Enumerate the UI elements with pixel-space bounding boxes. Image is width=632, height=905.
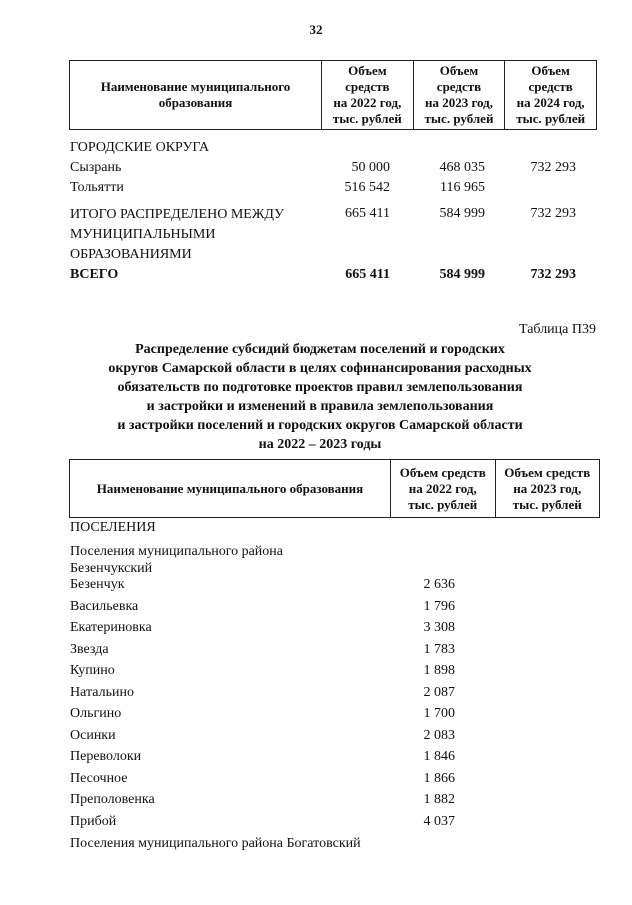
name-line: МУНИЦИПАЛЬНЫМИ — [70, 227, 216, 242]
table-row-name: Осинки — [70, 728, 116, 743]
district-line: Безенчукский — [70, 561, 153, 576]
total-distributed-name — [70, 205, 284, 265]
grand-total-2022: 665 411 — [345, 267, 390, 282]
header-line: средств — [345, 79, 390, 94]
value-2022: 1 796 — [423, 599, 455, 614]
grand-total-2024: 732 293 — [530, 267, 576, 282]
table-row-name: Безенчук — [70, 577, 125, 592]
table1-header-2023 — [413, 61, 505, 130]
caption-line: округов Самарской области в целях софинансирования расходных — [108, 361, 532, 376]
header-line: Объем — [531, 63, 570, 78]
table-row-name: Васильевка — [70, 599, 139, 614]
header-line: на 2024 год, — [516, 95, 585, 110]
value-2023: 116 965 — [440, 180, 485, 195]
header-line: средств — [528, 79, 573, 94]
district-name: Поселения муниципального района Богатовский — [70, 836, 361, 851]
table-row-name: Прибой — [70, 814, 117, 829]
header-line: тыс. рублей — [516, 111, 586, 126]
value-2022: 2 087 — [423, 685, 455, 700]
header-line: средств — [436, 79, 482, 94]
grand-total-name: ВСЕГО — [70, 267, 119, 282]
value-2022: 1 898 — [423, 663, 455, 678]
header-line: тыс. рублей — [512, 496, 582, 512]
table-row-name: Натальино — [70, 685, 134, 700]
table1-header-2024 — [505, 61, 597, 130]
total-distributed-2024: 732 293 — [530, 206, 576, 221]
value-2022: 1 700 — [423, 706, 455, 721]
header-line: Объем средств — [399, 464, 486, 480]
table2-header — [69, 459, 600, 518]
table-row-name: Звезда — [70, 642, 109, 657]
value-2022: 2 083 — [423, 728, 455, 743]
table1-header — [69, 60, 597, 130]
caption-line: обязательств по подготовке проектов правил землепользования — [117, 380, 523, 395]
value-2022: 1 882 — [423, 792, 455, 807]
caption-line: и застройки поселений и городских округов Самарской области — [117, 418, 523, 433]
district-name — [70, 543, 283, 577]
table-row-name: Песочное — [70, 771, 128, 786]
value-2022: 2 636 — [423, 577, 455, 592]
table1-header-2022 — [322, 61, 414, 130]
value-2022: 516 542 — [344, 180, 390, 195]
table-row-name: Тольятти — [70, 180, 124, 195]
header-line: тыс. рублей — [332, 111, 402, 126]
name-line: ИТОГО РАСПРЕДЕЛЕНО МЕЖДУ — [70, 207, 284, 222]
section-title: ПОСЕЛЕНИЯ — [70, 520, 156, 535]
value-2023: 468 035 — [439, 160, 485, 175]
header-line: тыс. рублей — [424, 111, 494, 126]
header-line: Объем средств — [504, 464, 591, 480]
table2-header-2023 — [495, 460, 600, 518]
table-row-name: Ольгино — [70, 706, 122, 721]
value-2022: 50 000 — [351, 160, 390, 175]
header-line: Объем — [439, 63, 479, 78]
header-line: на 2023 год, — [513, 480, 582, 496]
value-2022: 3 308 — [423, 620, 455, 635]
total-distributed-2023: 584 999 — [439, 206, 485, 221]
value-2022: 1 783 — [423, 642, 455, 657]
value-2022: 1 866 — [423, 771, 455, 786]
name-line: ОБРАЗОВАНИЯМИ — [70, 247, 192, 262]
table-caption — [60, 340, 580, 454]
table2-header-2022 — [391, 460, 496, 518]
header-line: образования — [158, 95, 233, 110]
table-row-name: Купино — [70, 663, 115, 678]
grand-total-2023: 584 999 — [439, 267, 485, 282]
caption-line: и застройки и изменений в правила землепользования — [146, 399, 494, 414]
header-line: Наименование муниципального образования — [96, 480, 364, 496]
value-2024: 732 293 — [530, 160, 576, 175]
table-row-name: Переволоки — [70, 749, 142, 764]
header-line: на 2022 год, — [333, 95, 402, 110]
caption-line: на 2022 – 2023 годы — [258, 437, 382, 452]
section-title: ГОРОДСКИЕ ОКРУГА — [70, 140, 210, 155]
caption-line: Распределение субсидий бюджетам поселений и городских — [135, 342, 505, 357]
total-distributed-2022: 665 411 — [345, 206, 390, 221]
district-line: Поселения муниципального района — [70, 544, 284, 559]
table-row-name: Преполовенка — [70, 792, 155, 807]
value-2022: 1 846 — [423, 749, 455, 764]
value-2022: 4 037 — [423, 814, 455, 829]
table1-header-name — [70, 61, 322, 130]
table-label: Таблица П39 — [519, 322, 596, 337]
header-line: тыс. рублей — [408, 496, 478, 512]
page-number: 32 — [309, 22, 323, 37]
table-row-name: Екатериновка — [70, 620, 152, 635]
table-row-name: Сызрань — [70, 160, 122, 175]
header-line: на 2022 год, — [408, 480, 477, 496]
header-line: Наименование муниципального — [100, 79, 291, 94]
header-line: на 2023 год, — [424, 95, 493, 110]
header-line: Объем — [348, 63, 387, 78]
table2-header-name — [70, 460, 391, 518]
